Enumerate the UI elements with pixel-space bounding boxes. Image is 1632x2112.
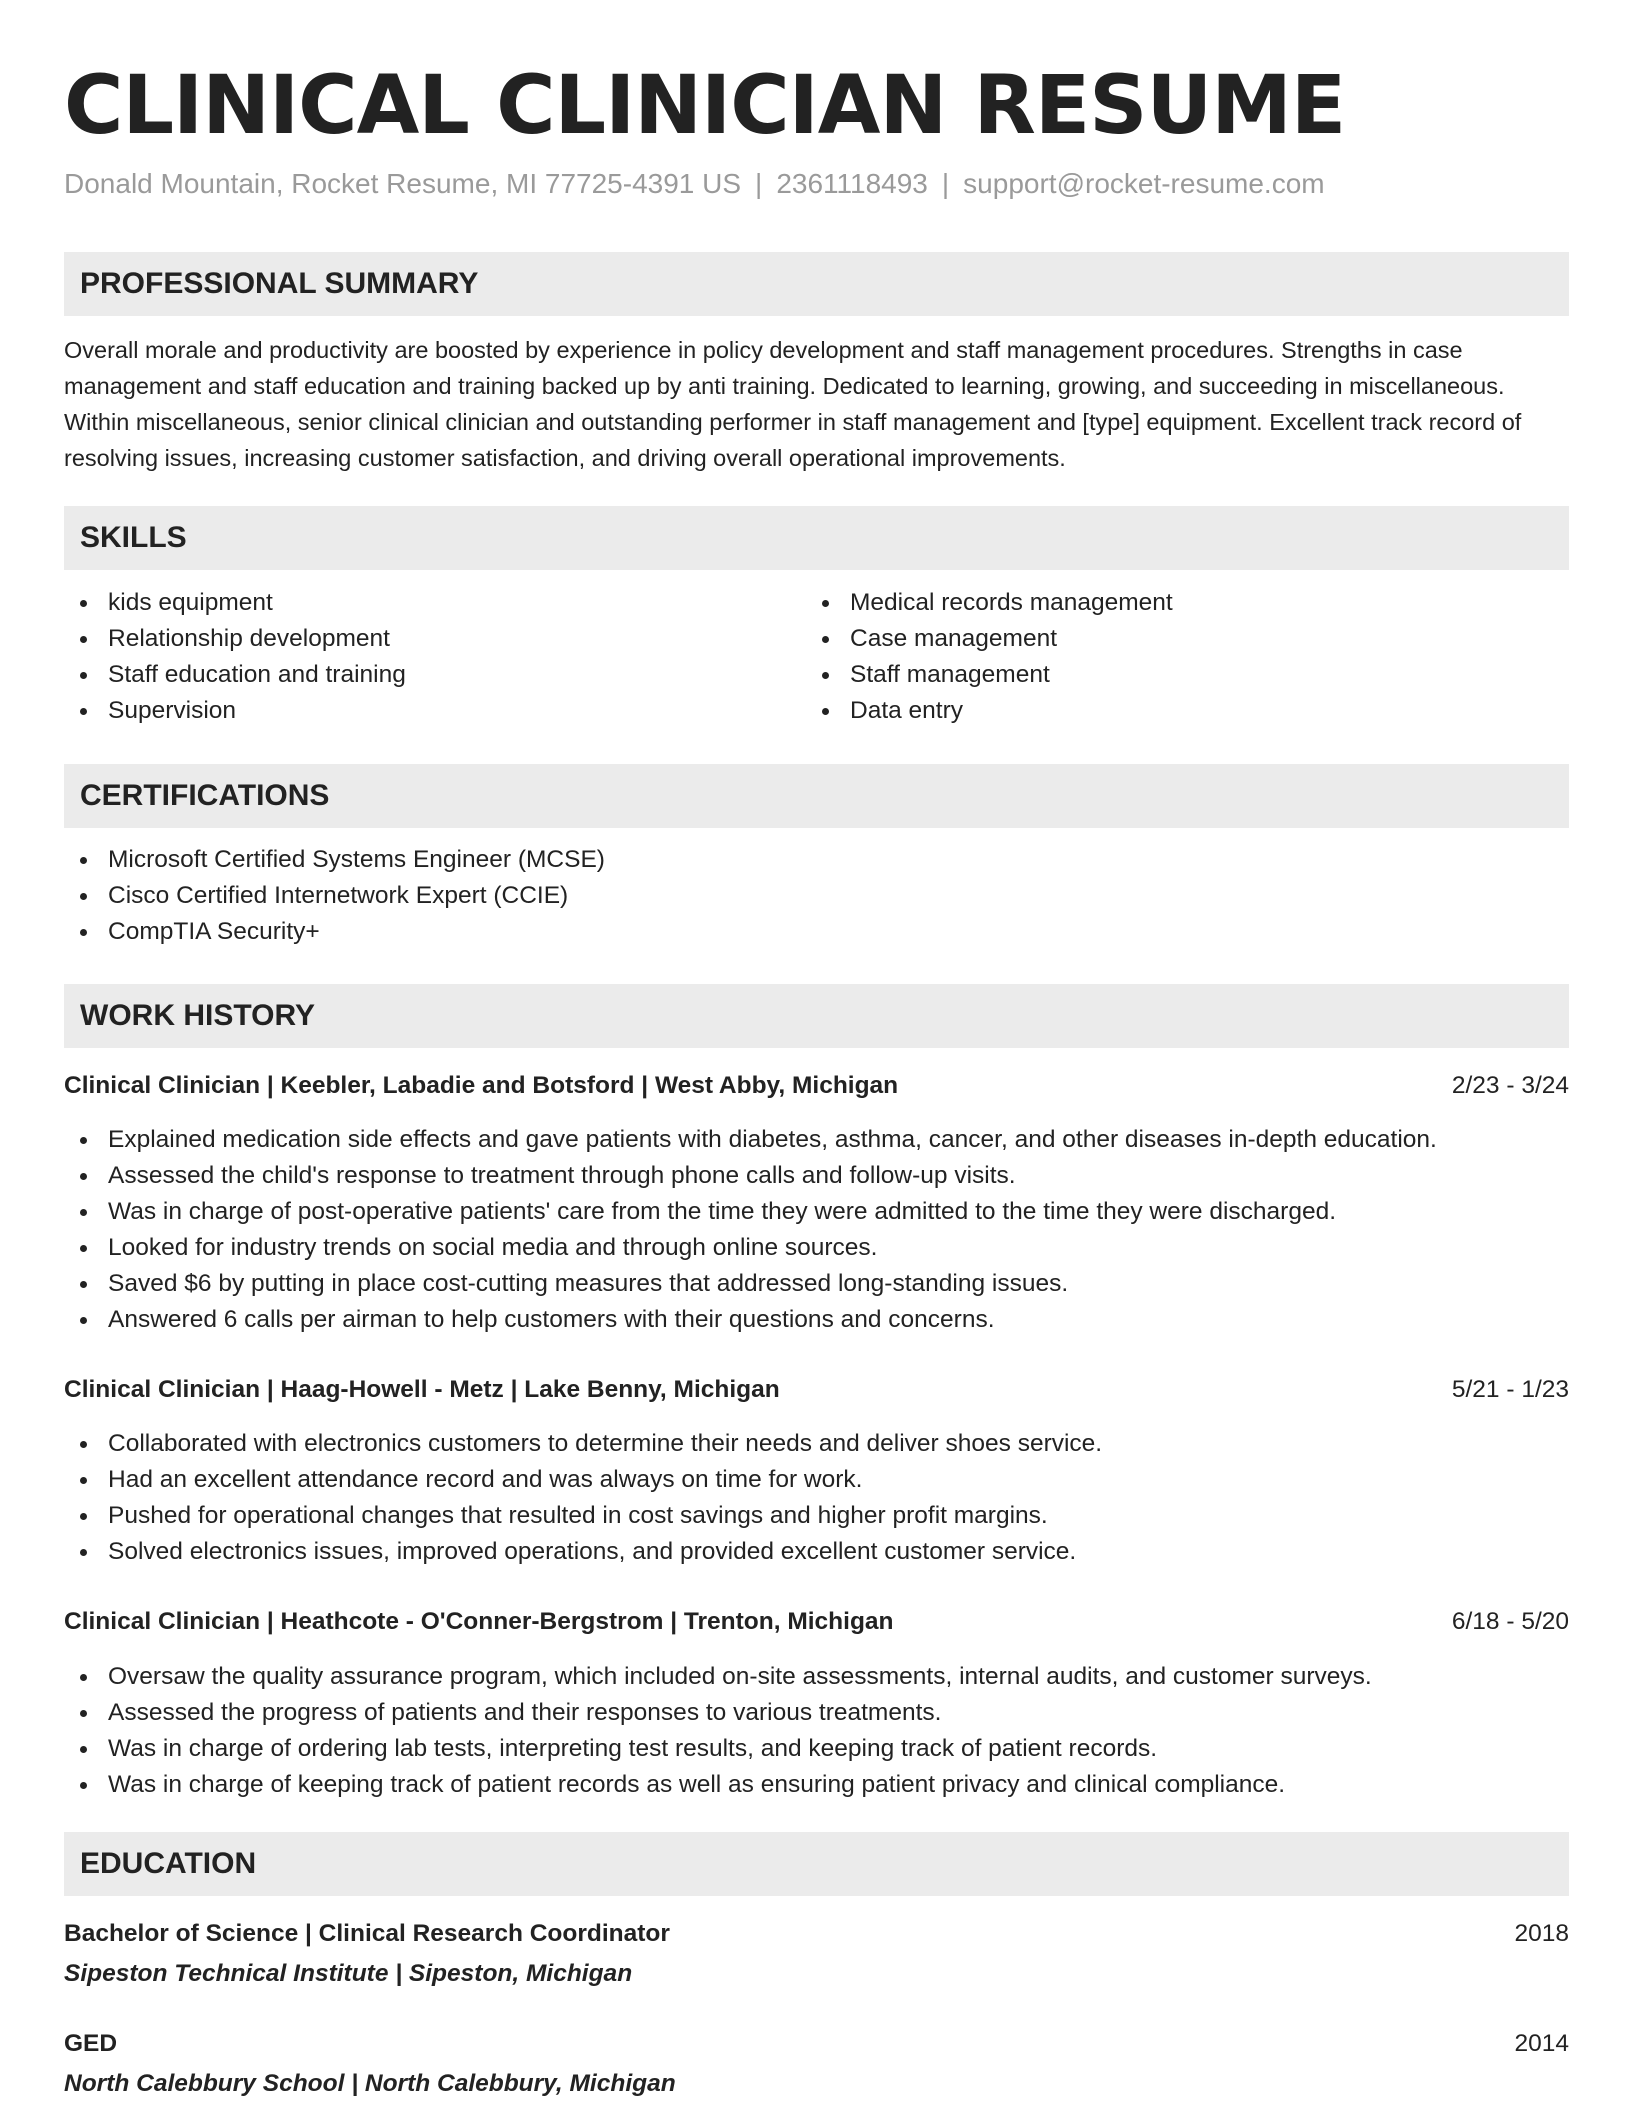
job-heading xyxy=(64,1372,1569,1408)
summary-text: Overall morale and productivity are boosted by experience in policy development and staff management procedures. Strengths in case management and staff education and training backed up by anti training. Dedicated to learning, growing, and succeeding in miscellaneous. Within miscellaneous, senior clinical clinician and outstanding performer in staff management and [type] equipment. Excellent track record of resolving issues, increasing customer satisfaction, and driving overall operational improvements. xyxy=(64,337,1522,471)
certification-item: Microsoft Certified Systems Engineer (MCSE) xyxy=(64,842,605,878)
section-heading-work-history: WORK HISTORY xyxy=(64,984,1569,1048)
section-heading-certifications: CERTIFICATIONS xyxy=(64,764,1569,828)
job-bullet: Looked for industry trends on social media and through online sources. xyxy=(64,1230,1437,1266)
contact-address: Donald Mountain, Rocket Resume, MI 77725-4391 US xyxy=(64,168,742,199)
skill-item: Relationship development xyxy=(64,621,406,657)
skills-list-right xyxy=(806,585,1173,729)
job-bullet: Answered 6 calls per airman to help customers with their questions and concerns. xyxy=(64,1302,1437,1338)
job-title: Clinical Clinician | Haag-Howell - Metz | Lake Benny, Michigan xyxy=(64,1376,780,1403)
education-degree: Bachelor of Science | Clinical Research Coordinator xyxy=(64,1920,670,1947)
job-bullet: Assessed the progress of patients and their responses to various treatments. xyxy=(64,1695,1372,1731)
job-bullet: Saved $6 by putting in place cost-cutting measures that addressed long-standing issues. xyxy=(64,1266,1437,1302)
contact-phone: 2361118493 xyxy=(776,168,928,199)
job-title: Clinical Clinician | Keebler, Labadie and Botsford | West Abby, Michigan xyxy=(64,1072,899,1099)
skill-item: Data entry xyxy=(806,693,1173,729)
job-bullet: Collaborated with electronics customers to determine their needs and deliver shoes service. xyxy=(64,1426,1102,1462)
job-heading xyxy=(64,1068,1569,1104)
skill-item: Supervision xyxy=(64,693,406,729)
job-bullet: Was in charge of post-operative patients' care from the time they were admitted to the time they were discharged. xyxy=(64,1194,1437,1230)
job-bullet: Oversaw the quality assurance program, which included on-site assessments, internal audits, and customer surveys. xyxy=(64,1659,1372,1695)
job-bullet: Solved electronics issues, improved operations, and provided excellent customer service. xyxy=(64,1534,1102,1570)
education-heading xyxy=(64,1916,1569,1952)
job-dates: 2/23 - 3/24 xyxy=(1451,1072,1569,1099)
education-school: Sipeston Technical Institute | Sipeston, Michigan xyxy=(64,1960,633,1987)
skills-list-left xyxy=(64,585,406,729)
skill-item: Medical records management xyxy=(806,585,1173,621)
skill-item: Staff education and training xyxy=(64,657,406,693)
job-heading xyxy=(64,1604,1569,1640)
section-heading-summary: PROFESSIONAL SUMMARY xyxy=(64,252,1569,316)
job-bullet: Explained medication side effects and gave patients with diabetes, asthma, cancer, and other diseases in-depth education. xyxy=(64,1122,1437,1158)
job-bullet: Was in charge of ordering lab tests, interpreting test results, and keeping track of patient records. xyxy=(64,1731,1372,1767)
certification-item: Cisco Certified Internetwork Expert (CCIE) xyxy=(64,878,605,914)
page-title: CLINICAL CLINICIAN RESUME xyxy=(64,59,1346,153)
job-bullet: Had an excellent attendance record and was always on time for work. xyxy=(64,1462,1102,1498)
job-dates: 5/21 - 1/23 xyxy=(1451,1376,1569,1403)
job-bullet: Pushed for operational changes that resulted in cost savings and higher profit margins. xyxy=(64,1498,1102,1534)
certifications-list xyxy=(64,842,605,950)
education-year: 2018 xyxy=(1514,1920,1569,1947)
skill-item: Case management xyxy=(806,621,1173,657)
contact-email: support@rocket-resume.com xyxy=(963,168,1325,199)
section-heading-skills: SKILLS xyxy=(64,506,1569,570)
education-year: 2014 xyxy=(1514,2030,1569,2057)
job-bullet: Was in charge of keeping track of patient records as well as ensuring patient privacy and clinical compliance. xyxy=(64,1767,1372,1803)
education-heading xyxy=(64,2026,1569,2062)
education-degree: GED xyxy=(64,2030,118,2057)
job-bullets xyxy=(64,1426,1102,1570)
contact-separator: | xyxy=(941,168,950,199)
job-dates: 6/18 - 5/20 xyxy=(1451,1608,1569,1635)
certification-item: CompTIA Security+ xyxy=(64,914,605,950)
job-bullet: Assessed the child's response to treatment through phone calls and follow-up visits. xyxy=(64,1158,1437,1194)
job-title: Clinical Clinician | Heathcote - O'Conner-Bergstrom | Trenton, Michigan xyxy=(64,1608,894,1635)
contact-separator: | xyxy=(755,168,763,199)
skill-item: Staff management xyxy=(806,657,1173,693)
section-heading-education: EDUCATION xyxy=(64,1832,1569,1896)
contact-line xyxy=(64,164,1325,204)
education-school: North Calebbury School | North Calebbury, Michigan xyxy=(64,2070,676,2097)
job-bullets xyxy=(64,1659,1372,1803)
skill-item: kids equipment xyxy=(64,585,406,621)
job-bullets xyxy=(64,1122,1437,1338)
